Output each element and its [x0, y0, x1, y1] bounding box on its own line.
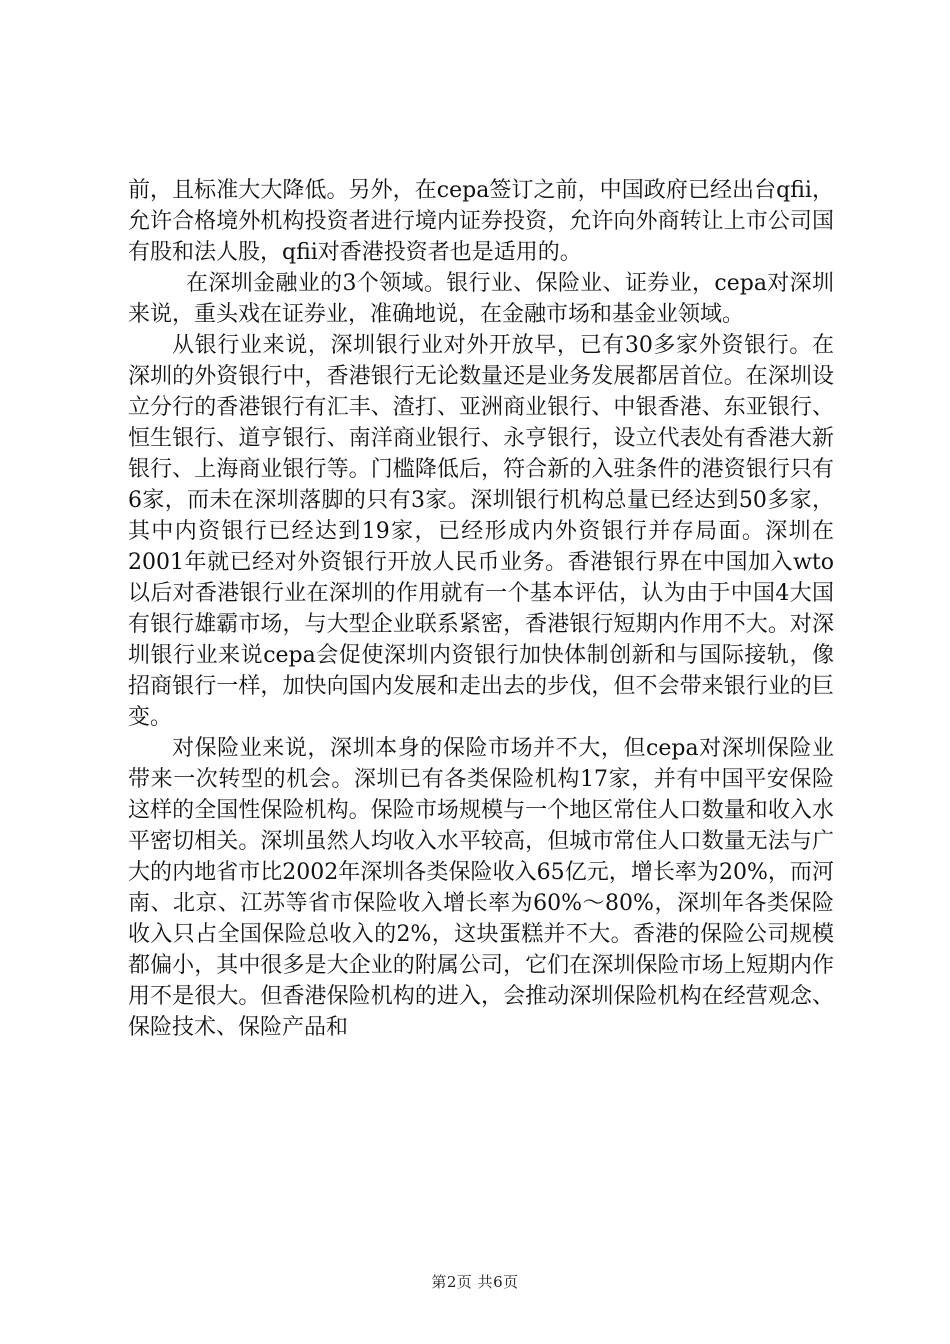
page-number-footer: 第2页 共6页	[431, 1273, 519, 1291]
paragraph-finance-sectors: 在深圳金融业的3个领域。银行业、保险业、证券业，cepa对深圳来说，重头戏在证券业，准确地说，在金融市场和基金业领域。	[128, 271, 834, 327]
paragraph-continued: 前，且标准大大降低。另外，在cepa签订之前，中国政府已经出台qfii，允许合格境外机构投资者进行境内证券投资，允许向外商转让上市公司国有股和法人股，qfii对香港投资者也是适用的。	[128, 178, 834, 265]
paragraph-banking: 从银行业来说，深圳银行业对外开放早，已有30多家外资银行。在深圳的外资银行中，香港银行无论数量还是业务发展都居首位。在深圳设立分行的香港银行有汇丰、渣打、亚洲商业银行、中银香港、东亚银行、恒生银行、道亨银行、南洋商业银行、永亨银行，设立代表处有香港大新银行、上海商业银行等。门槛降低后，符合新的入驻条件的港资银行只有6家，而未在深圳落脚的只有3家。深圳银行机构总量已经达到50多家，其中内资银行已经达到19家，已经形成内外资银行并存局面。深圳在2001年就已经对外资银行开放人民币业务。香港银行界在中国加入wto以后对香港银行业在深圳的作用就有一个基本评估，认为由于中国4大国有银行雄霸市场，与大型企业联系紧密，香港银行短期内作用不大。对深圳银行业来说cepa会促使深圳内资银行加快体制创新和与国际接轨，像招商银行一样，加快向国内发展和走出去的步伐，但不会带来银行业的巨变。	[128, 333, 834, 730]
document-body	[128, 175, 834, 1043]
paragraph-insurance: 对保险业来说，深圳本身的保险市场并不大，但cepa对深圳保险业带来一次转型的机会。深圳已有各类保险机构17家，并有中国平安保险这样的全国性保险机构。保险市场规模与一个地区常住人口数量和收入水平密切相关。深圳虽然人均收入水平较高，但城市常住人口数量无法与广大的内地省市比2002年深圳各类保险收入65亿元，增长率为20%，而河南、北京、江苏等省市保险收入增长率为60%～80%，深圳年各类保险收入只占全国保险总收入的2%，这块蛋糕并不大。香港的保险公司规模都偏小，其中很多是大企业的附属公司，它们在深圳保险市场上短期内作用不是很大。但香港保险机构的进入，会推动深圳保险机构在经营观念、保险技术、保险产品和	[128, 736, 834, 1040]
